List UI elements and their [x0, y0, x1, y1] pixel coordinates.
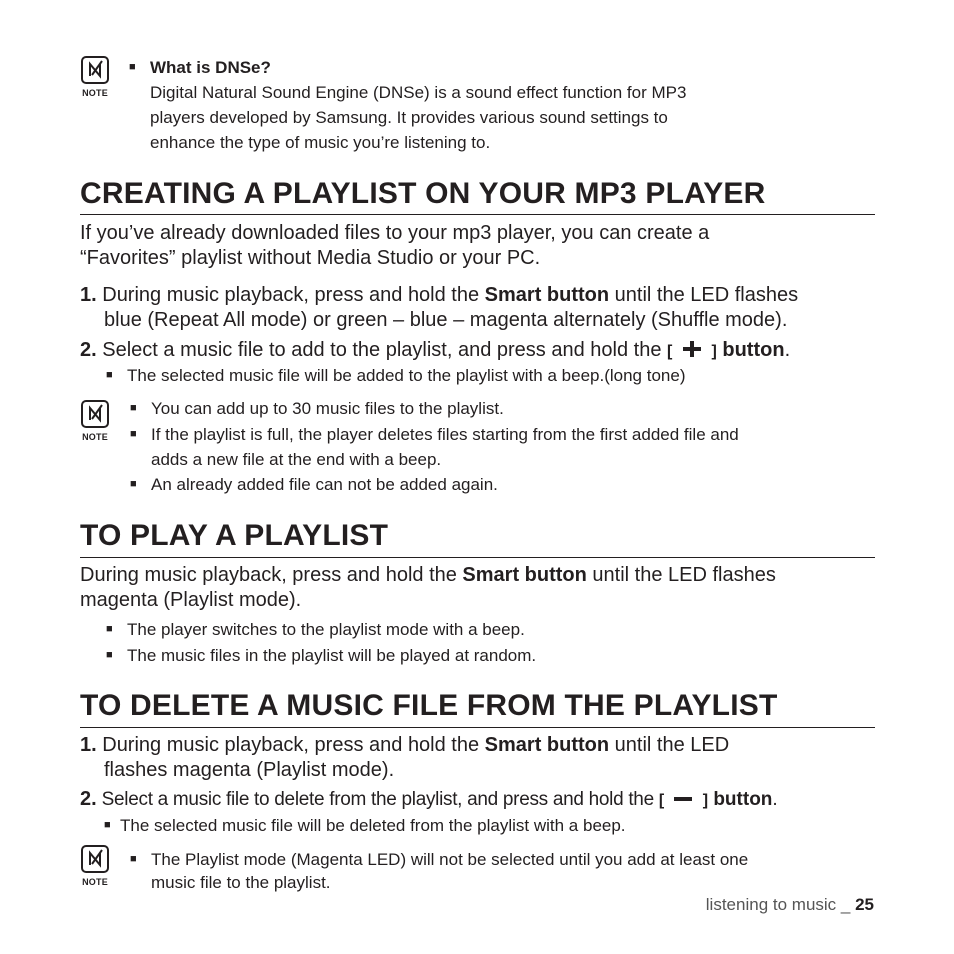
bullet: ■ [106, 623, 113, 635]
bullet: ■ [106, 369, 113, 381]
bullet: ■ [130, 402, 137, 414]
note-label: NOTE [82, 88, 108, 98]
play-bullet: The player switches to the playlist mode with a beep. [127, 620, 525, 639]
bullet: ■ [130, 478, 137, 490]
step-1-line-2: flashes magenta (Playlist mode). [104, 759, 395, 781]
minus-icon [673, 792, 693, 806]
bullet: ■ [130, 853, 137, 865]
bullet: ■ [104, 819, 111, 831]
intro-line-1: If you’ve already downloaded files to your mp3 player, you can create a [80, 222, 710, 244]
bullet: ■ [129, 61, 136, 73]
step-number: 1. [80, 284, 97, 306]
note-line: The Playlist mode (Magenta LED) will not be selected until you add at least one [151, 850, 749, 869]
note-icon [79, 845, 111, 891]
step-1: 1. During music playback, press and hold the Smart button until the LED [80, 734, 730, 756]
heading-rule [80, 557, 875, 558]
section-heading-delete-file: TO DELETE A MUSIC FILE FROM THE PLAYLIST [80, 689, 778, 722]
bullet: ■ [106, 649, 113, 661]
pen-icon [83, 58, 107, 82]
note-label: NOTE [82, 432, 108, 442]
page-number: 25 [855, 895, 874, 914]
play-instruction: During music playback, press and hold the Smart button until the LED flashes [80, 564, 776, 586]
intro-line-2: “Favorites” playlist without Media Studio or your PC. [80, 247, 541, 269]
note-line: An already added file can not be added again. [151, 475, 498, 494]
step-2: 2. Select a music file to add to the playlist, and press and hold the [ ] button. [80, 339, 791, 361]
pen-icon [83, 847, 107, 871]
smart-button-label: Smart button [484, 284, 610, 306]
section-heading-create-playlist: CREATING A PLAYLIST ON YOUR MP3 PLAYER [80, 177, 766, 210]
pen-icon [83, 402, 107, 426]
step-2-sub: The selected music file will be deleted from the playlist with a beep. [120, 816, 626, 835]
heading-rule [80, 214, 875, 215]
step-1-line-2: blue (Repeat All mode) or green – blue – magenta alternately (Shuffle mode). [104, 309, 788, 331]
dnse-line-1: Digital Natural Sound Engine (DNSe) is a sound effect function for MP3 [150, 83, 687, 102]
plus-icon [682, 340, 702, 358]
step-2: 2. Select a music file to delete from the playlist, and press and hold the [ ] button. [80, 788, 778, 810]
play-bullet: The music files in the playlist will be played at random. [127, 646, 537, 665]
footer-text: listening to music _ [705, 895, 856, 914]
bullet: ■ [130, 428, 137, 440]
dnse-line-2: players developed by Samsung. It provides various sound settings to [150, 108, 668, 127]
smart-button-label: Smart button [484, 734, 610, 756]
page-footer [706, 895, 874, 915]
note-line: If the playlist is full, the player deletes files starting from the first added file and [151, 425, 739, 444]
note-line: You can add up to 30 music files to the playlist. [151, 399, 504, 418]
dnse-title: What is DNSe? [150, 58, 271, 77]
section-heading-play-playlist: TO PLAY A PLAYLIST [80, 519, 389, 552]
heading-rule [80, 727, 875, 728]
note-icon [79, 400, 111, 446]
note-label: NOTE [82, 877, 108, 887]
step-1: 1. During music playback, press and hold the Smart button until the LED flashes [80, 284, 799, 306]
step-2-sub: The selected music file will be added to the playlist with a beep.(long tone) [127, 366, 686, 385]
smart-button-label: Smart button [462, 564, 587, 586]
note-line: music file to the playlist. [151, 873, 331, 892]
play-instruction-line-2: magenta (Playlist mode). [80, 589, 302, 611]
note-line: adds a new file at the end with a beep. [151, 450, 442, 469]
note-icon [79, 56, 111, 102]
dnse-line-3: enhance the type of music you’re listening to. [150, 133, 491, 152]
